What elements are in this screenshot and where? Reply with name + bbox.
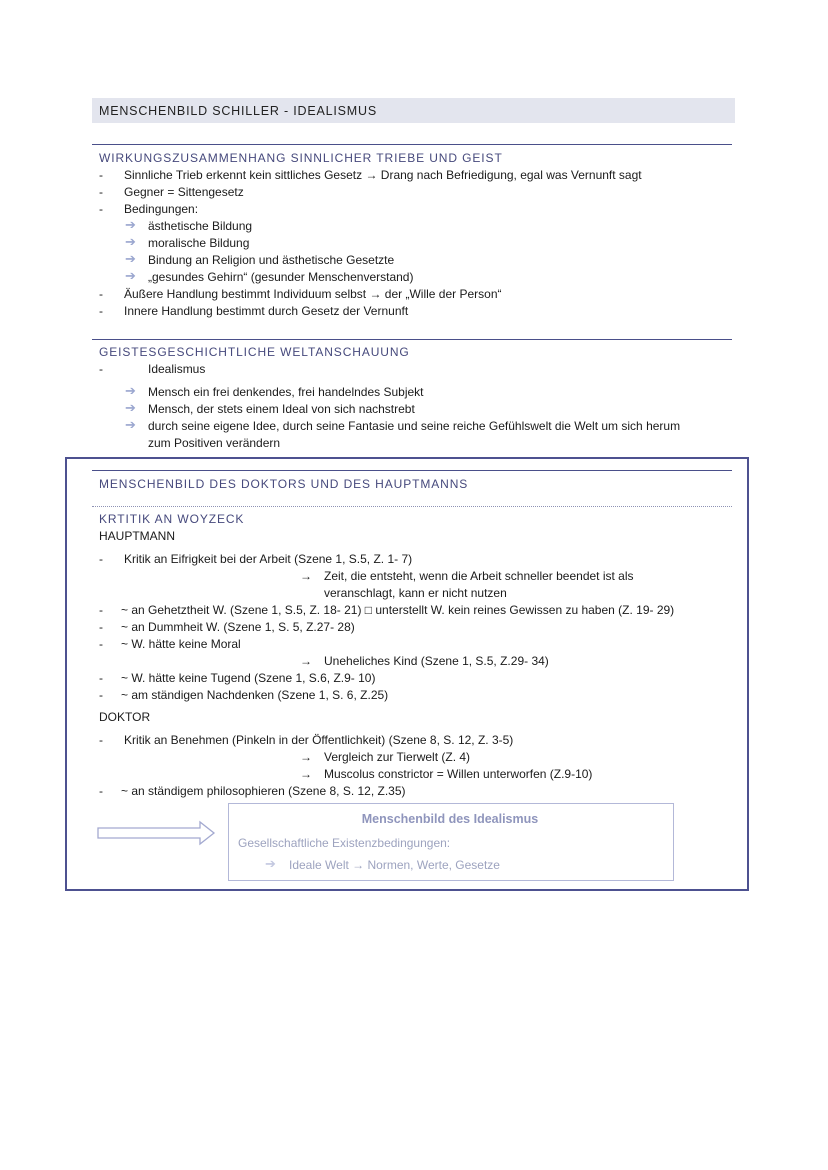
list-item: Sinnliche Trieb erkennt kein sittliches Gesetz → Drang nach Befriedigung, egal was Vernunft sagt	[124, 168, 642, 182]
list-dash: -	[99, 287, 103, 301]
arrow-right-icon: ➔	[125, 251, 136, 266]
summary-item: Ideale Welt → Normen, Werte, Gesetze	[289, 858, 500, 872]
label-doktor: DOKTOR	[99, 710, 151, 724]
list-item: ~ W. hätte keine Moral	[121, 637, 241, 651]
arrow-right-icon: →	[300, 750, 312, 764]
arrow-right-icon: ➔	[125, 400, 136, 415]
section-heading-wirkung: WIRKUNGSZUSAMMENHANG SINNLICHER TRIEBE UND GEIST	[99, 151, 503, 165]
subheading-kritik: KRTITIK AN WOYZECK	[99, 512, 245, 526]
list-dash: -	[99, 688, 103, 702]
list-dash: -	[99, 620, 103, 634]
section-rule	[92, 470, 732, 471]
label-hauptmann: HAUPTMANN	[99, 529, 176, 543]
list-item: Kritik an Eifrigkeit bei der Arbeit (Szene 1, S.5, Z. 1- 7)	[124, 552, 413, 566]
sub-list-item: Zeit, die entsteht, wenn die Arbeit schneller beendet ist als	[324, 569, 634, 583]
section-heading-menschenbild: MENSCHENBILD DES DOKTORS UND DES HAUPTMANNS	[99, 477, 469, 491]
sub-list-item-continued: veranschlagt, kann er nicht nutzen	[324, 586, 507, 600]
list-item: Äußere Handlung bestimmt Individuum selbst → der „Wille der Person“	[124, 287, 502, 301]
arrow-right-icon: ➔	[125, 383, 136, 398]
list-dash: -	[99, 185, 103, 199]
list-item: Idealismus	[148, 362, 206, 376]
sub-list-item-continued: zum Positiven verändern	[148, 436, 281, 450]
list-dash: -	[99, 202, 103, 216]
sub-list-item: Vergleich zur Tierwelt (Z. 4)	[324, 750, 471, 764]
list-dash: -	[99, 784, 103, 798]
arrow-right-icon: ➔	[125, 268, 136, 283]
list-dash: -	[99, 168, 103, 182]
arrow-right-icon: ➔	[265, 856, 276, 871]
list-item: ~ an ständigem philosophieren (Szene 8, S. 12, Z.35)	[121, 784, 406, 798]
sub-list-item: durch seine eigene Idee, durch seine Fantasie und seine reiche Gefühlswelt die Welt um sich herum	[148, 419, 681, 433]
arrow-right-icon: ➔	[125, 417, 136, 432]
list-dash: -	[99, 362, 103, 376]
arrow-right-icon: →	[300, 654, 312, 668]
sub-list-item: moralische Bildung	[148, 236, 250, 250]
list-item: Innere Handlung bestimmt durch Gesetz der Vernunft	[124, 304, 409, 318]
summary-title: Menschenbild des Idealismus	[361, 812, 539, 826]
summary-subtitle: Gesellschaftliche Existenzbedingungen:	[238, 836, 451, 850]
sub-list-item: Muscolus constrictor = Willen unterworfen (Z.9-10)	[324, 767, 593, 781]
list-item: ~ W. hätte keine Tugend (Szene 1, S.6, Z.9- 10)	[121, 671, 376, 685]
sub-list-item: ästhetische Bildung	[148, 219, 253, 233]
section-rule	[92, 339, 732, 340]
list-dash: -	[99, 671, 103, 685]
page-title: MENSCHENBILD SCHILLER - IDEALISMUS	[99, 104, 377, 118]
arrow-right-icon: ➔	[125, 234, 136, 249]
sub-list-item: „gesundes Gehirn“ (gesunder Menschenverstand)	[148, 270, 414, 284]
list-item: Gegner = Sittengesetz	[124, 185, 244, 199]
sub-list-item: Mensch, der stets einem Ideal von sich nachstrebt	[148, 402, 415, 416]
hollow-arrow-right-icon	[97, 820, 217, 846]
list-dash: -	[99, 603, 103, 617]
sub-list-item: Mensch ein frei denkendes, frei handelndes Subjekt	[148, 385, 424, 399]
arrow-right-icon: ➔	[125, 217, 136, 232]
list-dash: -	[99, 637, 103, 651]
arrow-right-icon: →	[300, 569, 312, 583]
list-item: Kritik an Benehmen (Pinkeln in der Öffentlichkeit) (Szene 8, S. 12, Z. 3-5)	[124, 733, 514, 747]
list-dash: -	[99, 733, 103, 747]
section-rule	[92, 144, 732, 145]
list-item: ~ an Dummheit W. (Szene 1, S. 5, Z.27- 28)	[121, 620, 355, 634]
sub-list-item: Uneheliches Kind (Szene 1, S.5, Z.29- 34)	[324, 654, 549, 668]
dotted-divider	[92, 506, 732, 507]
arrow-right-icon: →	[300, 767, 312, 781]
list-dash: -	[99, 304, 103, 318]
list-item: ~ an Gehetztheit W. (Szene 1, S.5, Z. 18- 21) □ unterstellt W. kein reines Gewissen zu haben (Z. 19- 29)	[121, 603, 675, 617]
list-item: Bedingungen:	[124, 202, 199, 216]
sub-list-item: Bindung an Religion und ästhetische Gesetzte	[148, 253, 395, 267]
list-item: ~ am ständigen Nachdenken (Szene 1, S. 6, Z.25)	[121, 688, 389, 702]
list-dash: -	[99, 552, 103, 566]
section-heading-weltanschauung: GEISTESGESCHICHTLICHE WELTANSCHAUUNG	[99, 345, 410, 359]
